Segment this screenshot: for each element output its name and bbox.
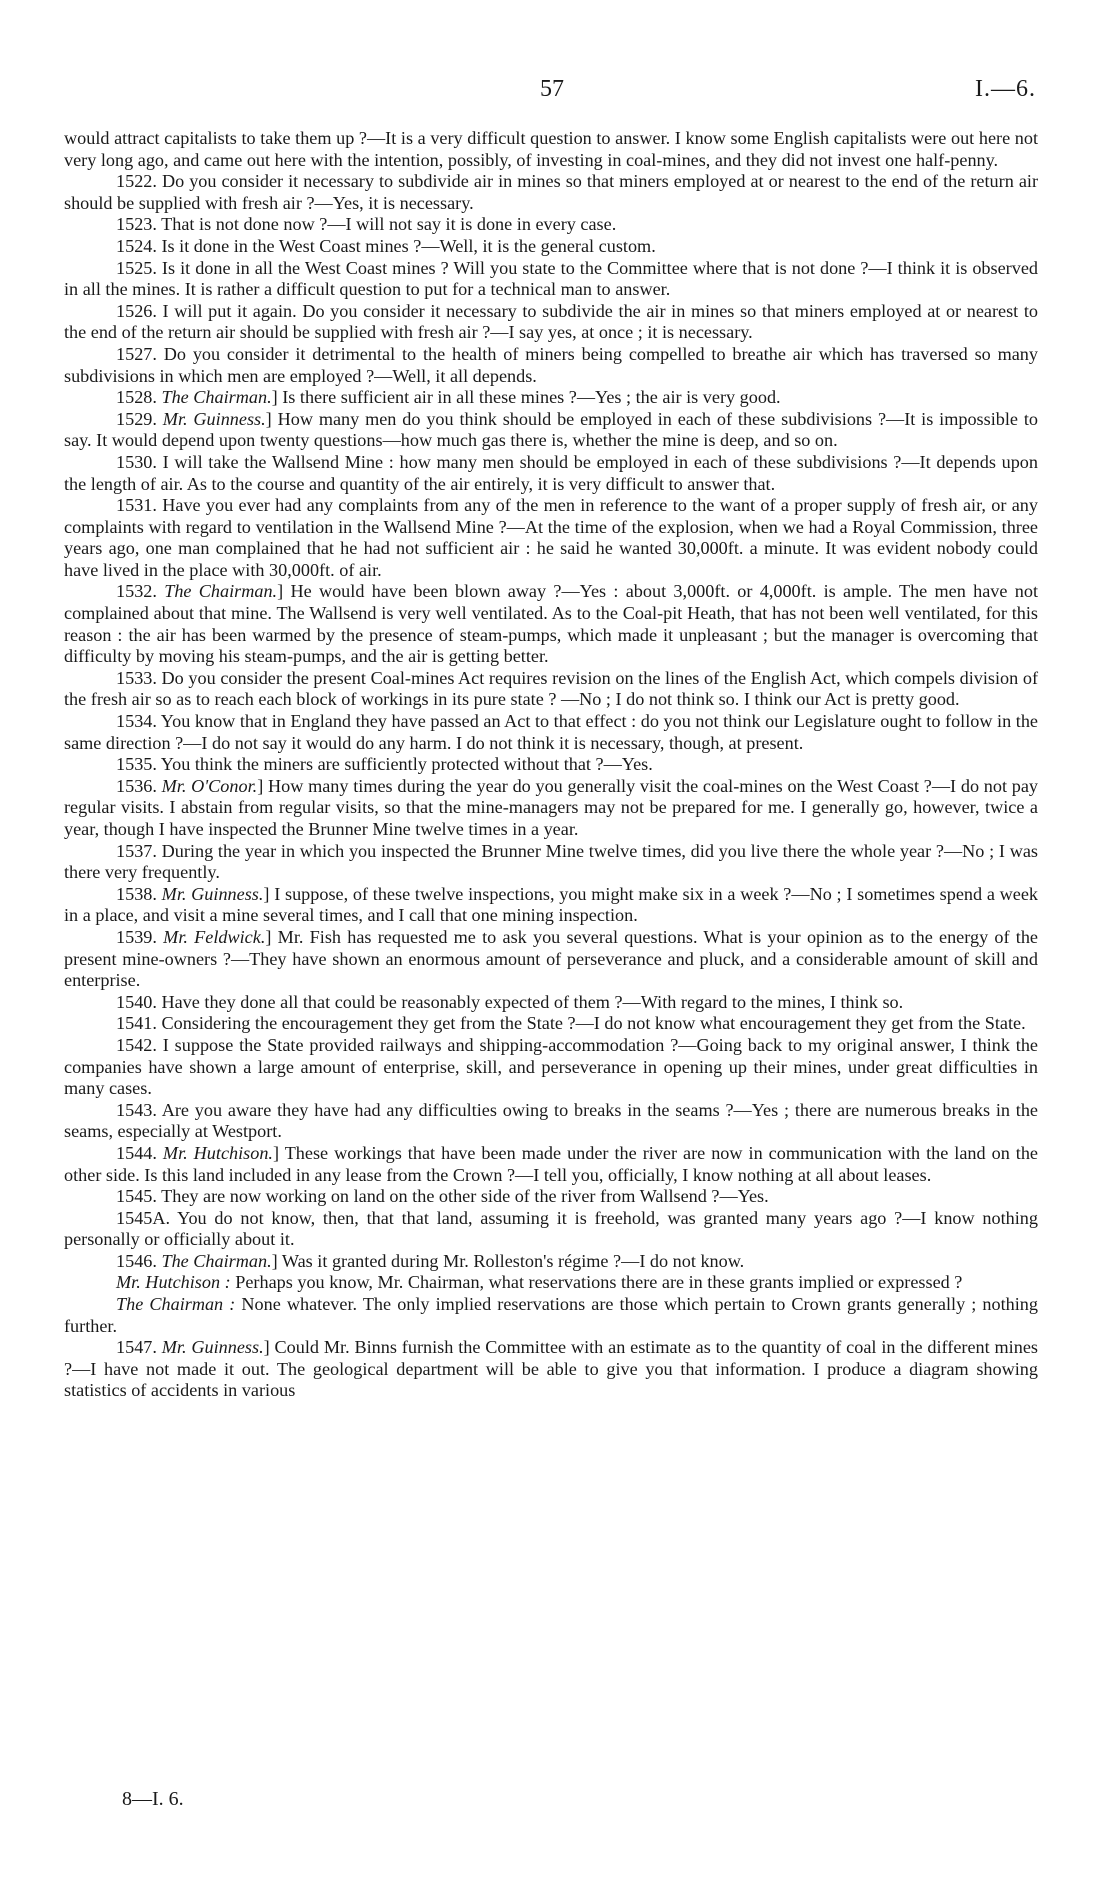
speaker-name: The Chairman. — [164, 581, 278, 602]
document-reference: I.—6. — [975, 76, 1036, 102]
page-header — [0, 76, 1114, 116]
paragraph — [64, 128, 1038, 171]
page-number: 57 — [540, 76, 564, 102]
speaker-name: Mr. Hutchison. — [162, 1142, 273, 1163]
paragraph — [64, 992, 1038, 1014]
paragraph — [64, 409, 1038, 452]
paragraph — [64, 171, 1038, 214]
paragraph — [64, 776, 1038, 841]
speaker-name: The Chairman. — [161, 387, 272, 408]
paragraph — [64, 1186, 1038, 1208]
paragraph — [64, 236, 1038, 258]
paragraph-text: 1542. I suppose the State provided railways and shipping-accommodation ?—Going back to my original answer, I think the companies have shown a large amount of enterprise, skill, and perseverance in opening up their mines, under great difficulties in many cases. — [64, 1034, 1038, 1099]
question-number: 1529. — [116, 408, 163, 429]
question-number: 1528. — [116, 387, 162, 408]
speaker-name: Mr. O'Conor. — [161, 775, 258, 796]
paragraph-text: 1543. Are you aware they have had any difficulties owing to breaks in the seams ?—Yes ; there are numerous breaks in the seams, especially at Westport. — [64, 1099, 1038, 1142]
paragraph — [64, 495, 1038, 581]
speaker-name: Mr. Hutchison : — [116, 1272, 231, 1293]
paragraph-text: 1540. Have they done all that could be reasonably expected of them ?—With regard to the mines, I think so. — [116, 991, 904, 1012]
question-number: 1536. — [116, 775, 162, 796]
paragraph-text: ] Was it granted during Mr. Rolleston's régime ?—I do not know. — [271, 1250, 745, 1271]
speaker-name: Mr. Feldwick. — [163, 926, 266, 947]
speaker-name: Mr. Guinness. — [161, 883, 264, 904]
paragraph-text: 1531. Have you ever had any complaints from any of the men in reference to the want of a proper supply of fresh air, or any complaints with regard to ventilation in the Wallsend Mine ?—At the time of the explosion, when we had a Royal Commission, three years ago, one man complained that he had not sufficient air : he said he wanted 30,000ft. a minute. It was evident nobody could have lived in the place with 30,000ft. of air. — [64, 495, 1038, 580]
paragraph — [64, 754, 1038, 776]
paragraph-text: 1526. I will put it again. Do you consider it necessary to subdivide the air in mines so that miners employed at or nearest to the end of the return air should be supplied with fresh air ?—I say yes, at once ; it is necessary. — [64, 300, 1038, 343]
paragraph-text: None whatever. The only implied reservations are those which pertain to Crown grants generally ; nothing further. — [64, 1294, 1038, 1336]
paragraph — [64, 1143, 1038, 1186]
paragraph-text: 1535. You think the miners are sufficiently protected without that ?—Yes. — [116, 754, 653, 775]
paragraph — [64, 668, 1038, 711]
paragraph — [64, 452, 1038, 495]
paragraph-text: Perhaps you know, Mr. Chairman, what reservations there are in these grants implied or expressed ? — [230, 1272, 963, 1293]
question-number: 1532. — [116, 581, 165, 602]
paragraph-text: 1527. Do you consider it detrimental to the health of miners being compelled to breathe air which has traversed so many subdivisions in which men are employed ?—Well, it all depends. — [64, 343, 1038, 386]
question-number: 1547. — [116, 1337, 162, 1358]
speaker-name: The Chairman. — [161, 1250, 272, 1271]
paragraph — [64, 214, 1038, 236]
paragraph — [64, 1272, 1038, 1294]
paragraph-text: 1537. During the year in which you inspected the Brunner Mine twelve times, did you live there the whole year ?—No ; I was there very frequently. — [64, 840, 1038, 883]
paragraph-text: ] I suppose, of these twelve inspections, you might make six in a week ?—No ; I sometimes spend a week in a place, and visit a mine several times, and I call that one mining inspection. — [64, 883, 1039, 926]
question-number: 1538. — [116, 883, 162, 904]
paragraph — [64, 1294, 1038, 1337]
speaker-name: Mr. Guinness. — [162, 408, 266, 429]
paragraph-text: 1525. Is it done in all the West Coast mines ? Will you state to the Committee where that is not done ?—I think it is observed in all the mines. It is rather a difficult question to put for a technical man to answer. — [64, 257, 1038, 300]
paragraph — [64, 884, 1038, 927]
paragraph — [64, 1035, 1038, 1100]
paragraph-text: 1524. Is it done in the West Coast mines ?—Well, it is the general custom. — [116, 235, 656, 256]
paragraph-text: 1545A. You do not know, then, that that land, assuming it is freehold, was granted many years ago ?—I know nothing personally or officially about it. — [64, 1207, 1038, 1250]
paragraph-text: would attract capitalists to take them up ?—It is a very difficult question to answer. I know some English capitalists were out here not very long ago, and came out here with the intention, possibly, of investing in coal-mines, and they did not invest one half-penny. — [64, 128, 1038, 170]
paragraph — [64, 927, 1038, 992]
document-body — [64, 128, 1038, 1402]
paragraph-text: ] These workings that have been made under the river are now in communication with the land on the other side. Is this land included in any lease from the Crown ?—I tell you, officially, I know nothing at all about leases. — [64, 1142, 1039, 1185]
speaker-name: The Chairman : — [116, 1294, 236, 1315]
paragraph — [64, 1208, 1038, 1251]
question-number: 1544. — [116, 1142, 163, 1163]
paragraph — [64, 841, 1038, 884]
paragraph — [64, 301, 1038, 344]
speaker-name: Mr. Guinness. — [161, 1337, 264, 1358]
paragraph — [64, 1251, 1038, 1273]
paragraph-text: 1534. You know that in England they have passed an Act to that effect : do you not think our Legislature ought to follow in the same direction ?—I do not say it would do any harm. I do not think it is necessary, though, at present. — [64, 711, 1038, 753]
paragraph-text: ] Could Mr. Binns furnish the Committee with an estimate as to the quantity of coal in the different mines ?—I have not made it out. The geological department will be able to give you that information. I produce a diagram showing statistics of accidents in various — [64, 1337, 1038, 1401]
paragraph — [64, 258, 1038, 301]
paragraph — [64, 1337, 1038, 1402]
paragraph — [64, 387, 1038, 409]
paragraph-text: 1533. Do you consider the present Coal-mines Act requires revision on the lines of the English Act, which compels division of the fresh air so as to reach each block of workings in its pure state ? —No ; I do not think so. I think our Act is pretty good. — [64, 667, 1038, 710]
paragraph-text: 1523. That is not done now ?—I will not say it is done in every case. — [116, 214, 617, 235]
paragraph-text: 1530. I will take the Wallsend Mine : how many men should be employed in each of these subdivisions ?—It depends upon the length of air. As to the course and quantity of the air entirely, it is very difficult to answer that. — [64, 451, 1038, 494]
question-number: 1546. — [116, 1250, 162, 1271]
paragraph — [64, 711, 1038, 754]
paragraph — [64, 1100, 1038, 1143]
paragraph-text: 1545. They are now working on land on the other side of the river from Wallsend ?—Yes. — [116, 1186, 769, 1207]
paragraph-text: ] He would have been blown away ?—Yes : about 3,000ft. or 4,000ft. is ample. The men have not complained about that mine. The Wallsend is very well ventilated. As to the Coal-pit Heath, that has not been well ventilated, for this reason : the air has been warmed by the presence of steam-pumps, which made it unpleasant ; but the manager is overcoming that difficulty by moving his steam-pumps, and the air is getting better. — [64, 581, 1038, 667]
question-number: 1539. — [116, 926, 164, 947]
paragraph — [64, 1013, 1038, 1035]
paragraph-text: 1522. Do you consider it necessary to subdivide air in mines so that miners employed at or nearest to the end of the return air should be supplied with fresh air ?—Yes, it is necessary. — [64, 171, 1038, 213]
paragraph-text: ] How many men do you think should be employed in each of these subdivisions ?—It is impossible to say. It would depend upon twenty questions—how much gas there is, whether the mine is deep, and so on. — [64, 408, 1038, 451]
printer-signature: 8—I. 6. — [122, 1788, 184, 1810]
paragraph-text: ] How many times during the year do you generally visit the coal-mines on the West Coast ?—I do not pay regular visits. I abstain from regular visits, so that the mine-managers may not be prepared for me. I generally go, however, twice a year, though I have inspected the Brunner Mine twelve times in a year. — [64, 775, 1039, 839]
paragraph-text: ] Mr. Fish has requested me to ask you several questions. What is your opinion as to the energy of the present mine-owners ?—They have shown an enormous amount of perseverance and pluck, and a considerable amount of skill and enterprise. — [64, 926, 1039, 991]
paragraph — [64, 581, 1038, 667]
paragraph — [64, 344, 1038, 387]
paragraph-text: ] Is there sufficient air in all these mines ?—Yes ; the air is very good. — [271, 387, 781, 408]
paragraph-text: 1541. Considering the encouragement they get from the State ?—I do not know what encouragement they get from the State. — [116, 1013, 1026, 1034]
